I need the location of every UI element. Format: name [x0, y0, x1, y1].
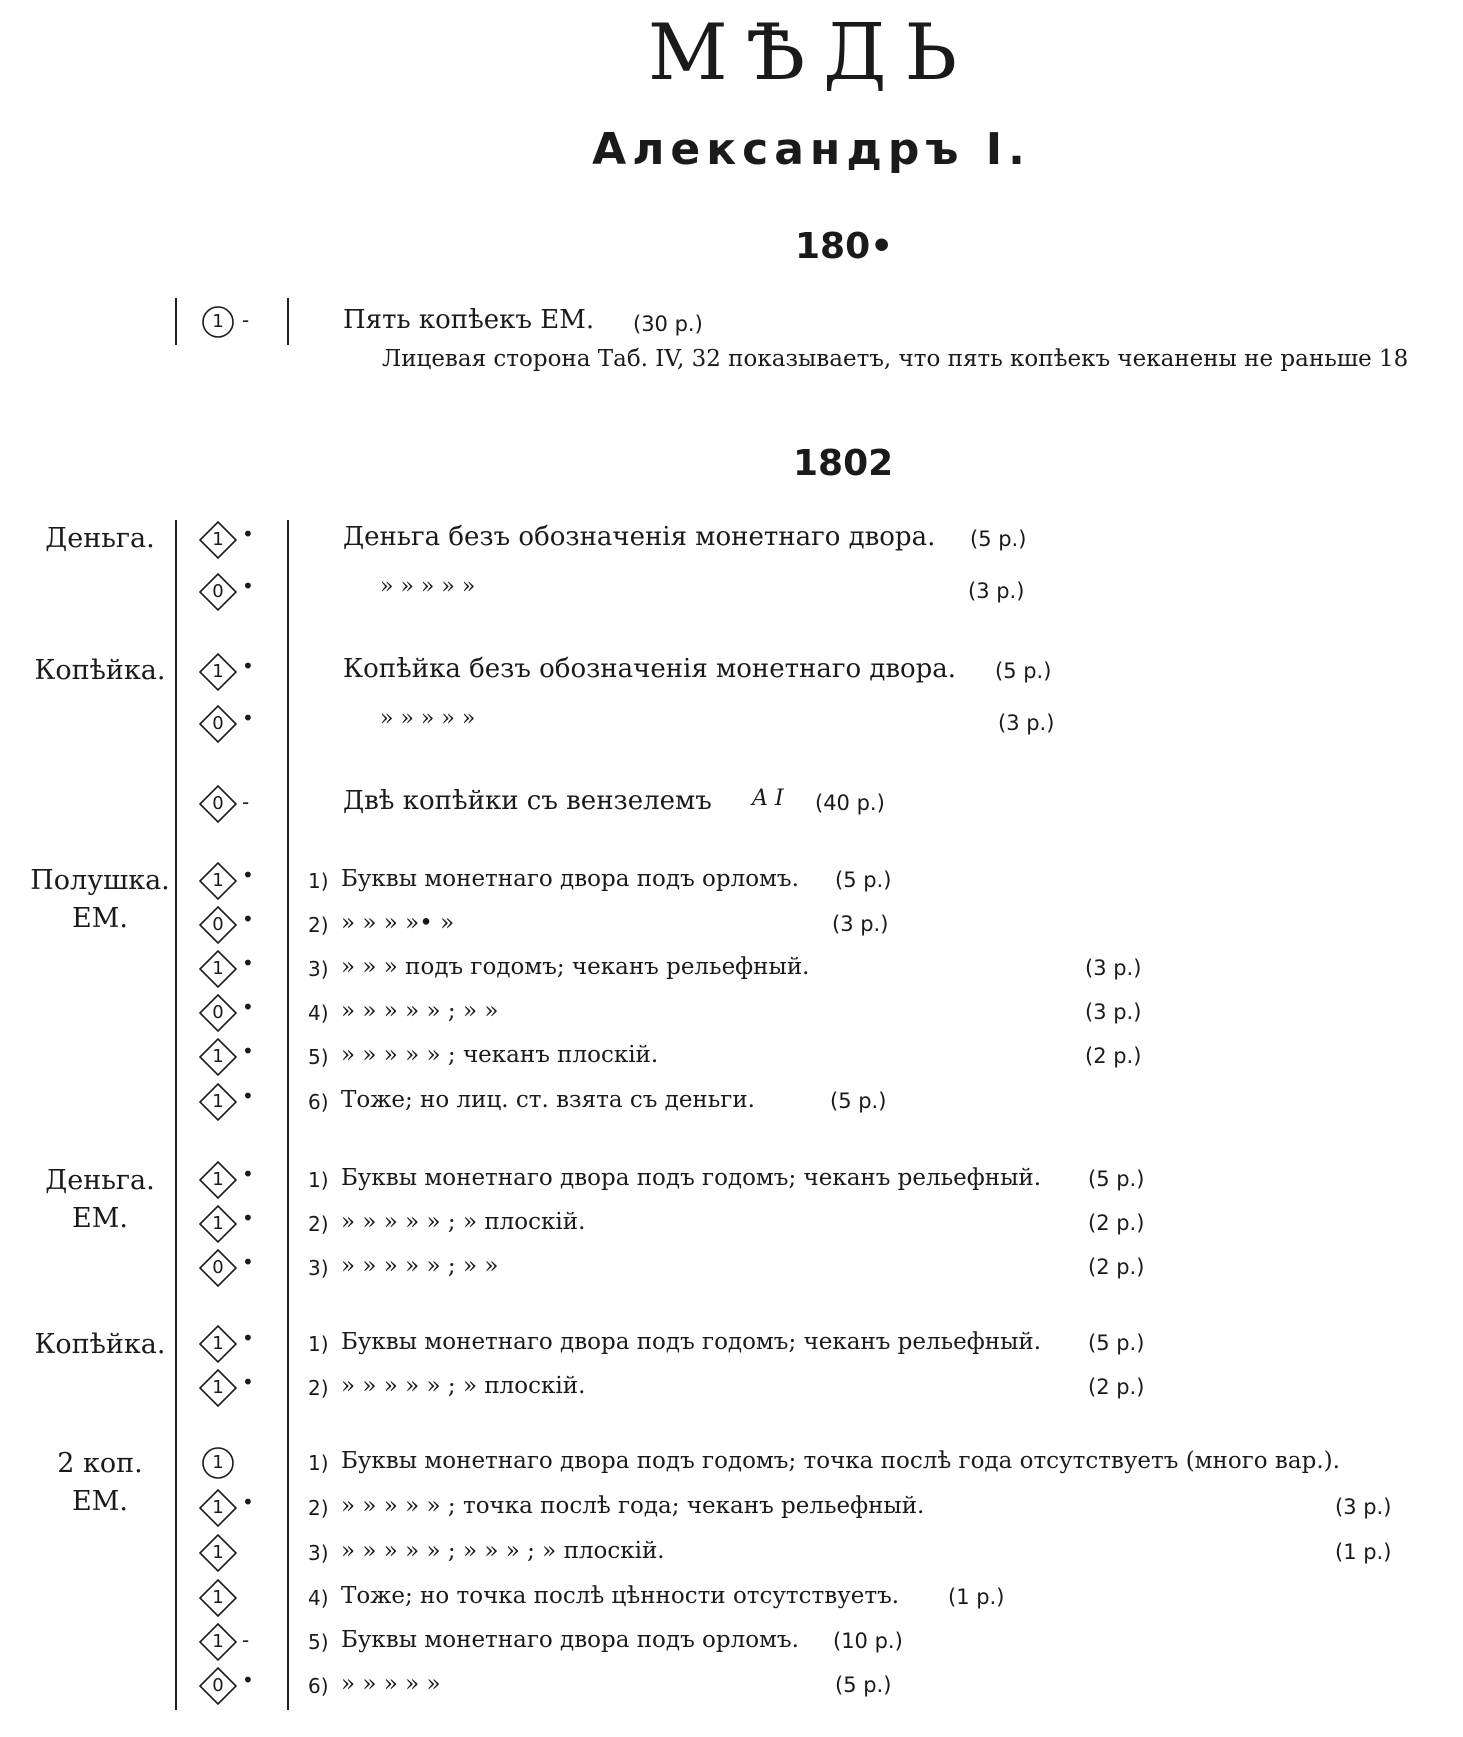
rarity-symbol: • — [242, 1084, 254, 1108]
rarity-number: 1 — [212, 1169, 224, 1190]
entry-note: Лицевая сторона Таб. IV, 32 показываетъ, что пять копѣекъ чеканены не раньше 18 — [382, 346, 1409, 372]
rarity-number: 0 — [212, 713, 224, 734]
rarity-symbol: • — [242, 1250, 254, 1274]
entry-text: Пять копѣекъ ЕМ. — [343, 305, 595, 335]
rarity-symbol: • — [242, 522, 254, 546]
price: (5 р.) — [995, 659, 1052, 683]
diamond-rarity-icon — [198, 652, 238, 692]
monogram-glyph: A I — [752, 786, 784, 811]
variant-number: 3) — [308, 957, 329, 981]
diamond-rarity-icon — [198, 1622, 238, 1662]
denomination-label: Полушка. — [30, 865, 170, 896]
diamond-rarity-icon — [198, 1160, 238, 1200]
price: (10 р.) — [833, 1629, 903, 1653]
variant-number: 1) — [308, 1332, 329, 1356]
price: (40 р.) — [815, 791, 885, 815]
price: (2 р.) — [1088, 1375, 1145, 1399]
margin-rule — [287, 298, 289, 345]
ditto-marks: » » » »• » — [341, 910, 455, 936]
rarity-symbol: • — [242, 863, 254, 887]
entry-text: Буквы монетнаго двора подъ годомъ; чеканъ рельефный. — [341, 1329, 1042, 1355]
price: (2 р.) — [1088, 1211, 1145, 1235]
price: (3 р.) — [998, 711, 1055, 735]
diamond-rarity-icon — [198, 1082, 238, 1122]
rarity-symbol: • — [242, 574, 254, 598]
price: (3 р.) — [832, 912, 889, 936]
variant-number: 6) — [308, 1674, 329, 1698]
rarity-symbol: • — [242, 1206, 254, 1230]
diamond-rarity-icon — [198, 1578, 238, 1618]
ditto-marks: » » » » » ; чеканъ плоскій. — [341, 1042, 659, 1068]
rarity-number: 0 — [212, 914, 224, 935]
rarity-number: 1 — [212, 529, 224, 550]
diamond-rarity-icon — [198, 1204, 238, 1244]
rarity-number: 1 — [212, 1542, 224, 1563]
variant-number: 2) — [308, 1376, 329, 1400]
rarity-symbol: • — [242, 1668, 254, 1692]
margin-rule — [175, 520, 177, 1710]
rarity-symbol: • — [242, 1370, 254, 1394]
ruler-heading: Александръ I. — [592, 124, 1031, 175]
rarity-symbol: • — [242, 907, 254, 931]
entry-text: Буквы монетнаго двора подъ годомъ; точка послѣ года отсутствуетъ (много вар.). — [341, 1448, 1340, 1474]
circle-rarity-icon — [198, 302, 238, 342]
variant-number: 1) — [308, 1168, 329, 1192]
variant-number: 4) — [308, 1586, 329, 1610]
year-heading: 180• — [795, 226, 894, 267]
entry-text: Двѣ копѣйки съ вензелемъ — [343, 786, 712, 816]
rarity-symbol: • — [242, 1039, 254, 1063]
entry-text: Тоже; но лиц. ст. взята съ деньги. — [341, 1087, 755, 1113]
price: (5 р.) — [835, 868, 892, 892]
ditto-marks: » » » » » ; » » — [341, 1253, 499, 1279]
ditto-marks: » » » » » — [380, 574, 476, 599]
rarity-number: 1 — [212, 1333, 224, 1354]
diamond-rarity-icon — [198, 1248, 238, 1288]
rarity-number: 1 — [212, 1631, 224, 1652]
variant-number: 2) — [308, 1212, 329, 1236]
diamond-rarity-icon — [198, 861, 238, 901]
ditto-marks: » » » » » ; » плоскій. — [341, 1209, 586, 1235]
rarity-number: 1 — [212, 1377, 224, 1398]
rarity-symbol: • — [242, 995, 254, 1019]
entry-text: Копѣйка безъ обозначенія монетнаго двора. — [343, 654, 957, 684]
rarity-number: 0 — [212, 1675, 224, 1696]
rarity-number: 0 — [212, 581, 224, 602]
rarity-symbol: - — [242, 790, 250, 814]
price: (5 р.) — [1088, 1167, 1145, 1191]
variant-number: 1) — [308, 869, 329, 893]
diamond-rarity-icon — [198, 993, 238, 1033]
ditto-marks: » » » » » — [341, 1671, 441, 1697]
variant-number: 1) — [308, 1451, 329, 1475]
variant-number: 2) — [308, 1496, 329, 1520]
rarity-symbol: • — [242, 1326, 254, 1350]
rarity-number: 1 — [212, 1587, 224, 1608]
price: (5 р.) — [1088, 1331, 1145, 1355]
year-heading: 1802 — [793, 443, 894, 484]
variant-number: 3) — [308, 1541, 329, 1565]
diamond-rarity-icon — [198, 572, 238, 612]
price: (30 р.) — [633, 312, 703, 336]
diamond-rarity-icon — [198, 1324, 238, 1364]
diamond-rarity-icon — [198, 704, 238, 744]
denomination-label: Копѣйка. — [34, 1329, 166, 1360]
price: (2 р.) — [1088, 1255, 1145, 1279]
rarity-number: 1 — [212, 661, 224, 682]
rarity-number: 0 — [212, 1257, 224, 1278]
ditto-marks: » » » » » ; » » — [341, 998, 499, 1024]
price: (5 р.) — [830, 1089, 887, 1113]
price: (3 р.) — [1335, 1495, 1392, 1519]
variant-number: 5) — [308, 1630, 329, 1654]
diamond-rarity-icon — [198, 949, 238, 989]
ditto-marks: » » » подъ годомъ; чеканъ рельефный. — [341, 954, 810, 980]
rarity-symbol: • — [242, 706, 254, 730]
price: (1 р.) — [948, 1585, 1005, 1609]
diamond-rarity-icon — [198, 1488, 238, 1528]
rarity-symbol: • — [242, 1490, 254, 1514]
price: (5 р.) — [970, 527, 1027, 551]
entry-text: Тоже; но точка послѣ цѣнности отсутствуетъ. — [341, 1583, 900, 1609]
entry-text: Буквы монетнаго двора подъ годомъ; чеканъ рельефный. — [341, 1165, 1042, 1191]
denomination-label: Деньга. — [45, 523, 155, 554]
rarity-number: 1 — [212, 1046, 224, 1067]
price: (5 р.) — [835, 1673, 892, 1697]
ditto-marks: » » » » » ; » » » ; » плоскій. — [341, 1538, 665, 1564]
rarity-number: 1 — [212, 1091, 224, 1112]
denomination-label: ЕМ. — [72, 1486, 128, 1517]
entry-text: Буквы монетнаго двора подъ орломъ. — [341, 866, 799, 892]
rarity-symbol: • — [242, 951, 254, 975]
rarity-number: 1 — [212, 311, 224, 332]
denomination-label: 2 коп. — [57, 1448, 143, 1479]
variant-number: 2) — [308, 913, 329, 937]
margin-rule — [287, 520, 289, 1710]
variant-number: 4) — [308, 1001, 329, 1025]
price: (3 р.) — [1085, 1000, 1142, 1024]
ditto-marks: » » » » » ; » плоскій. — [341, 1373, 586, 1399]
price: (1 р.) — [1335, 1540, 1392, 1564]
rarity-number: 1 — [212, 958, 224, 979]
rarity-symbol: - — [242, 308, 250, 332]
entry-text: Деньга безъ обозначенія монетнаго двора. — [343, 522, 936, 552]
diamond-rarity-icon — [198, 1368, 238, 1408]
denomination-label: Деньга. — [45, 1165, 155, 1196]
variant-number: 5) — [308, 1045, 329, 1069]
ditto-marks: » » » » » ; точка послѣ года; чеканъ рельефный. — [341, 1493, 925, 1519]
diamond-rarity-icon — [198, 520, 238, 560]
denomination-label: ЕМ. — [72, 903, 128, 934]
rarity-number: 0 — [212, 1002, 224, 1023]
price: (2 р.) — [1085, 1044, 1142, 1068]
entry-text: Буквы монетнаго двора подъ орломъ. — [341, 1627, 799, 1653]
variant-number: 3) — [308, 1256, 329, 1280]
diamond-rarity-icon — [198, 1666, 238, 1706]
page-title: МѢДЬ — [647, 8, 976, 98]
rarity-symbol: • — [242, 654, 254, 678]
diamond-rarity-icon — [198, 784, 238, 824]
price: (3 р.) — [1085, 956, 1142, 980]
rarity-symbol: - — [242, 1628, 250, 1652]
variant-number: 6) — [308, 1090, 329, 1114]
margin-rule — [175, 298, 177, 345]
diamond-rarity-icon — [198, 1533, 238, 1573]
rarity-number: 1 — [212, 1452, 224, 1473]
rarity-number: 1 — [212, 1213, 224, 1234]
diamond-rarity-icon — [198, 905, 238, 945]
rarity-number: 1 — [212, 1497, 224, 1518]
rarity-number: 1 — [212, 870, 224, 891]
rarity-symbol: • — [242, 1162, 254, 1186]
circle-rarity-icon — [198, 1443, 238, 1483]
diamond-rarity-icon — [198, 1037, 238, 1077]
price: (3 р.) — [968, 579, 1025, 603]
denomination-label: ЕМ. — [72, 1203, 128, 1234]
rarity-number: 0 — [212, 793, 224, 814]
ditto-marks: » » » » » — [380, 706, 476, 731]
denomination-label: Копѣйка. — [34, 655, 166, 686]
